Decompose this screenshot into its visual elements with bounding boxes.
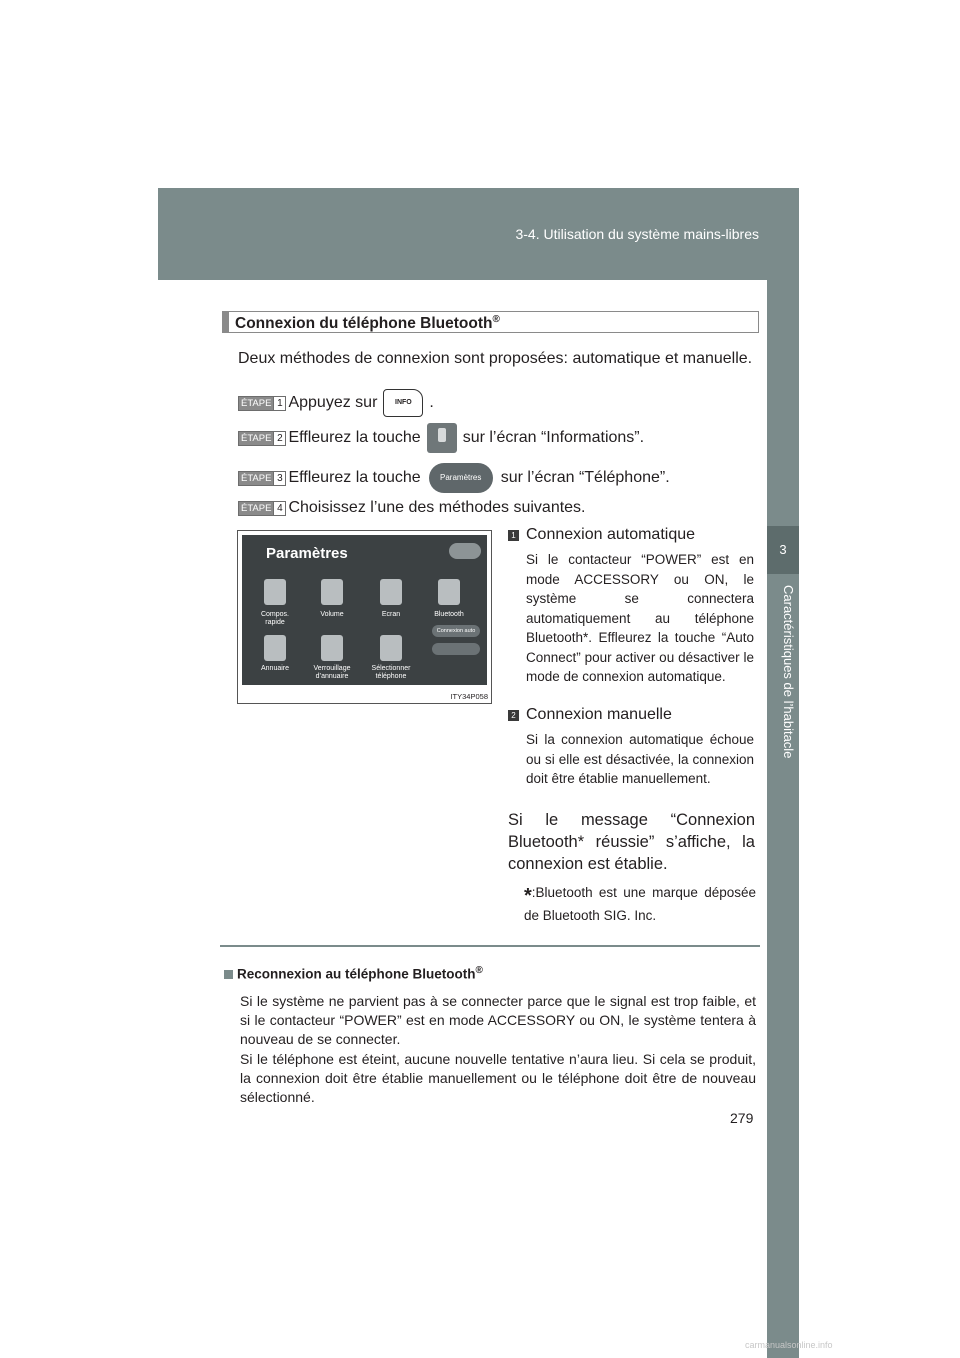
square-bullet-icon bbox=[224, 970, 233, 979]
intro-text: Deux méthodes de connexion sont proposées: automatique et manuelle. bbox=[238, 350, 753, 367]
step-4: ÉTAPE 4 Choisissez l’une des méthodes suivantes. bbox=[238, 497, 586, 519]
empty-option bbox=[432, 643, 480, 655]
select-phone-icon bbox=[380, 635, 402, 661]
section-title-bar bbox=[223, 312, 229, 332]
bluetooth-icon bbox=[438, 579, 460, 605]
back-icon bbox=[449, 543, 481, 559]
screen-icon bbox=[380, 579, 402, 605]
method-1-desc: Si le contacteur “POWER” est en mode ACCESSORY ou ON, le système se connectera automatiquement au téléphone Bluetooth*. Effleurez la touche “Auto Connect” pour activer ou désactiver le mode de connexion automatique. bbox=[526, 552, 754, 684]
step-3: ÉTAPE 3 Effleurez la touche Paramètres sur l’écran “Téléphone”. bbox=[238, 467, 670, 489]
step-badge: ÉTAPE bbox=[238, 471, 274, 486]
method-2-desc: Si la connexion automatique échoue ou si elle est désactivée, la connexion doit être établie manuellement. bbox=[526, 732, 754, 786]
reconnect-title: Reconnexion au téléphone Bluetooth® bbox=[224, 965, 483, 982]
divider bbox=[220, 945, 760, 947]
method-1-title: 1 Connexion automatique bbox=[508, 526, 695, 544]
step-badge: ÉTAPE bbox=[238, 431, 274, 446]
chapter-label: Caractéristiques de l’habitacle bbox=[781, 585, 796, 759]
volume-icon bbox=[321, 579, 343, 605]
reconnect-text: Si le système ne parvient pas à se connecter parce que le signal est trop faible, et si le contacteur “POWER” est en mode ACCESSORY ou ON, le système tentera à nouveau de se connecter. Si le téléphone est éteint, aucune nouvelle tentative n’aura lieu. Si cela se produit, la connexion doit être établie manuellement ou le téléphone doit être de nouveau sélectionné. bbox=[240, 993, 756, 1106]
lock-icon bbox=[321, 635, 343, 661]
screen-title: Paramètres bbox=[266, 545, 348, 562]
section-title-box bbox=[222, 311, 759, 333]
header-band bbox=[158, 188, 799, 280]
settings-screen-image: Paramètres Compos. rapide Volume Ecran Bluetooth Connexion auto Annuaire Verrouillage d’annuaire Sélectionner téléphone ITY34P058 bbox=[237, 530, 492, 704]
phonebook-icon bbox=[264, 635, 286, 661]
step-2: ÉTAPE 2 Effleurez la touche sur l’écran “Informations”. bbox=[238, 427, 644, 449]
image-code: ITY34P058 bbox=[450, 692, 488, 701]
info-button-icon: INFO bbox=[383, 389, 423, 417]
telephone-button-icon bbox=[427, 423, 457, 453]
step-badge: ÉTAPE bbox=[238, 396, 274, 411]
chapter-number: 3 bbox=[767, 526, 799, 574]
footnote: *:Bluetooth est une marque déposée de Bluetooth SIG. Inc. bbox=[524, 885, 756, 923]
page-number: 279 bbox=[730, 1110, 754, 1126]
watermark: carmanualsonline.info bbox=[745, 1340, 833, 1350]
method-2-title: 2 Connexion manuelle bbox=[508, 706, 672, 724]
speed-dial-icon bbox=[264, 579, 286, 605]
section-path: 3-4. Utilisation du système mains-libres bbox=[515, 226, 759, 242]
conclusion-text: Si le message “Connexion Bluetooth* réussie” s’affiche, la connexion est établie. bbox=[508, 811, 755, 873]
step-1: ÉTAPE 1 Appuyez sur INFO . bbox=[238, 392, 434, 414]
step-badge: ÉTAPE bbox=[238, 501, 274, 516]
parametres-button-icon: Paramètres bbox=[429, 463, 493, 493]
section-title: Connexion du téléphone Bluetooth® bbox=[235, 314, 500, 333]
